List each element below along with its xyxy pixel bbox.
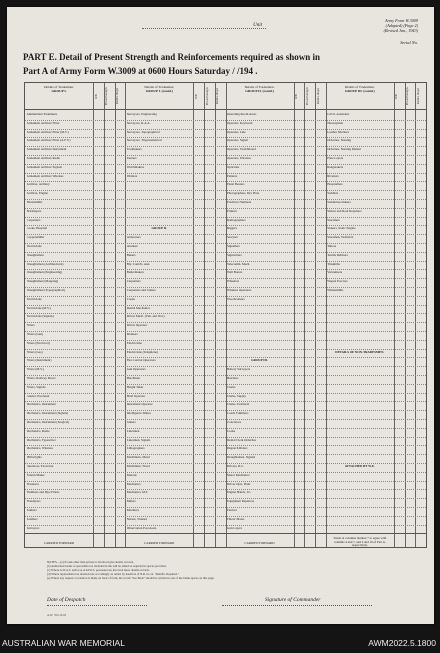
carried-forward-label: CARRIED FORWARD xyxy=(144,542,175,546)
tradesman-row: Platelayers xyxy=(26,500,41,504)
tradesman-row: Draughtsmen (Engineering) xyxy=(26,271,63,275)
tradesman-row: Turners xyxy=(126,157,137,160)
tradesman-row: Armament Artificer Wireless xyxy=(26,174,64,178)
tradesman-row: Draughtsmen xyxy=(26,253,44,257)
tradesman-row: Operator, Line xyxy=(227,130,246,134)
tradesman-row: Storemen, Technical xyxy=(327,236,354,240)
column-divider xyxy=(193,83,194,547)
tradesman-row: Operator, Switchboard xyxy=(227,148,256,152)
column-divider xyxy=(204,83,205,547)
tradesman-row: Draughtsmen (Mapping) xyxy=(26,280,59,284)
tradesman-row: Printers xyxy=(227,209,237,213)
tradesman-row: Carpenters xyxy=(26,218,41,222)
row-divider xyxy=(25,463,426,464)
row-divider xyxy=(25,437,426,438)
row-divider xyxy=(25,181,426,182)
row-divider xyxy=(25,489,426,490)
tradesman-row: Coach Trimmers xyxy=(227,412,249,416)
tradesman-row: Painters xyxy=(227,174,238,178)
strength-table xyxy=(24,82,427,548)
tradesman-row: Mechanics, Instrument xyxy=(26,403,56,407)
tradesman-row: Armament Artificer Fitter xyxy=(26,121,60,125)
tradesman-row: Surveyors, Trigonometrical xyxy=(126,139,162,143)
column-header-group-4: Details of Tradesmen. GROUP III. (contd.) xyxy=(344,85,375,93)
tradesman-row: Mechanics xyxy=(126,482,141,486)
subheader-w-e: W.E. xyxy=(94,93,98,99)
tradesman-row: Concretors xyxy=(227,421,241,424)
tradesman-row: Operating Room Assts. xyxy=(227,113,257,116)
column-divider xyxy=(115,83,116,547)
tradesman-row: Machinists, Metal xyxy=(126,456,150,460)
row-divider xyxy=(25,366,426,367)
row-divider xyxy=(25,208,426,209)
subheader-reinf-reqd: Reinfts. Reqd. xyxy=(216,87,220,105)
carried-forward-label: CARRIED FORWARD xyxy=(43,542,75,546)
tradesman-row: Pattern Maker xyxy=(26,473,45,477)
form-notes: NOTES.—(a) If rank other than private is involved give details on back. (b) Authorised trades or specialists not included in the will be added as required in spaces provided. (c) Where A.W.A.S. and/or A.A.M.W.S. personnel are involved show details on back. (d) Where replacement not desired note accordingly on return by insertion of N.R. in col. "Reinfts. Required." (e) Where any request or notation is made on back of form, the words "See Back" should be written in one of the blank spaces on this page. xyxy=(47,560,215,580)
tradesman-row: Dispatch Riders xyxy=(227,447,248,451)
subheader-reinf-reqd: Reinfts. Reqd. xyxy=(316,87,320,105)
tradesman-row: DETAILS OF NON-TRADESMEN. xyxy=(335,350,385,354)
tradesman-row: Gun Layers xyxy=(227,526,242,530)
signature-label: Signature of Commander xyxy=(265,597,321,603)
tradesman-row: Saddlers xyxy=(327,192,339,196)
tradesman-row: Motor Mechanics xyxy=(227,473,250,477)
tradesman-row: Drivers, R.C. xyxy=(227,465,244,468)
tradesman-row: Moulders xyxy=(126,509,139,512)
row-divider xyxy=(25,234,426,235)
tradesman-row: Operator, Signal xyxy=(227,139,248,143)
row-divider xyxy=(25,384,426,385)
tradesman-row: Artificer, Artillery xyxy=(26,183,50,187)
tradesman-row: Machinists, Wood xyxy=(126,465,150,468)
row-divider xyxy=(25,305,426,306)
tradesman-row: Battery Surveyors xyxy=(227,368,251,372)
row-divider xyxy=(25,190,426,191)
tradesman-row: Blacksmiths xyxy=(26,201,43,204)
tradesman-row: Farriers xyxy=(227,509,237,512)
tradesman-row: Electricians (Signals) xyxy=(26,315,54,319)
row-divider xyxy=(25,454,426,455)
tradesman-row: Plumbers and Pipe Fitters xyxy=(26,491,60,495)
column-divider xyxy=(405,83,406,547)
row-divider xyxy=(25,322,426,323)
subheader-w-e: W.E. xyxy=(395,93,399,99)
row-divider xyxy=(25,393,426,394)
tradesman-row: Joiners xyxy=(126,421,136,424)
tradesman-row: Cooks, Hospital xyxy=(26,227,48,231)
tradesman-row: Nurses, Trained xyxy=(126,517,147,521)
row-divider xyxy=(25,287,426,288)
tradesman-row: Ammunition Examiners xyxy=(26,113,58,116)
tradesman-row: Hold Operator xyxy=(126,394,146,398)
tradesman-row: Tinsmiths xyxy=(327,262,340,266)
tradesman-row: Driver Opts. Plant xyxy=(227,482,251,486)
tradesman-row: Tailors xyxy=(327,245,337,248)
column-divider xyxy=(93,83,94,547)
tradesman-row: Mechanics, M.T. xyxy=(126,491,149,495)
tradesman-row: Photographers, Dry Plate xyxy=(227,192,260,196)
subheader-posted-strength: Posted Strength xyxy=(406,87,409,105)
tradesman-row: Fitters, Railway Motor xyxy=(26,377,56,380)
tradesman-row: Carpenters and Joiners xyxy=(126,289,156,292)
footer-divider xyxy=(25,533,426,534)
row-divider xyxy=(25,146,426,147)
row-divider xyxy=(25,173,426,174)
row-divider xyxy=(25,331,426,332)
column-divider xyxy=(415,83,416,547)
tradesman-row: Wireless Operators xyxy=(227,289,252,292)
tradesman-row: Predictor Numbers xyxy=(227,201,252,204)
tradesman-row: Height Taker xyxy=(126,385,144,389)
row-divider xyxy=(25,410,426,411)
tradesman-row: Armament Artificer Signals xyxy=(26,165,62,169)
tradesman-row: Intelligence Duties xyxy=(126,412,151,416)
tradesman-row: Storemen xyxy=(327,218,340,222)
tradesman-row: Armament Artificer Fitter (M.V.) xyxy=(26,130,69,134)
row-divider xyxy=(25,278,426,279)
tradesman-row: Radiographers xyxy=(227,218,246,222)
carried-forward-label: CARRIED FORWARD xyxy=(244,542,275,546)
tradesman-row: Gun Operators xyxy=(126,368,146,372)
subheader-posted-strength: Posted Strength xyxy=(305,87,309,105)
row-divider xyxy=(25,225,426,226)
tradesman-row: Mechanics, Radio xyxy=(26,429,50,433)
row-divider xyxy=(25,313,426,314)
tradesman-row: Electricians xyxy=(126,341,142,345)
printer-code: A.W. 354 12/43 xyxy=(47,613,67,617)
form-page xyxy=(7,7,434,624)
tradesman-row: Fitters (Electrical) xyxy=(26,341,50,345)
tradesman-row: Surveyors, R.A.A. xyxy=(126,121,151,125)
tradesman-row: Surveyors, Topographical xyxy=(126,130,160,134)
tradesman-row: Lithographers xyxy=(126,447,145,451)
tradesman-row: Boilermakers xyxy=(126,271,144,275)
subheader-posted-strength: Posted Strength xyxy=(205,87,209,105)
tradesman-row: Cooks xyxy=(126,297,135,301)
tradesman-row: Linesmen, Signals xyxy=(126,438,151,442)
tradesman-row: Draughtsmen (Architectural) xyxy=(26,262,64,266)
header-divider xyxy=(25,109,426,110)
tradesman-row: Fire Control Operators xyxy=(126,359,156,363)
tradesman-row: Coppersmiths xyxy=(26,236,45,240)
tradesman-row: Surveyors xyxy=(26,526,40,530)
row-divider xyxy=(25,349,426,350)
tradesman-row: Nurserymen xyxy=(327,121,344,125)
column-header-group-2: Details of Tradesmen. GROUP I. (contd.) xyxy=(144,85,175,93)
tradesman-row: Telecomm. Mech. xyxy=(227,262,251,266)
tradesman-row: Electricians xyxy=(26,297,42,301)
row-divider xyxy=(25,375,426,376)
tradesman-row: Painters xyxy=(26,509,37,512)
tradesman-row: Saddlers xyxy=(26,517,38,521)
tradesman-row: Rivetters xyxy=(327,174,339,178)
tradesman-row: Millwrights xyxy=(26,456,42,460)
tradesman-row: Rangetakers xyxy=(327,165,344,169)
tradesman-row: Slaters and Roof Repairers xyxy=(327,209,362,213)
tradesman-row: GROUP II. xyxy=(151,227,167,231)
column-divider xyxy=(315,83,316,547)
tradesman-row: Panel Beaters xyxy=(227,183,245,187)
row-divider xyxy=(25,401,426,402)
tradesman-row: Orderlies, Nursing xyxy=(327,139,351,143)
tradesman-row: Bricklayers xyxy=(26,209,42,213)
tradesman-row: Equipment Repairers xyxy=(227,500,254,504)
tradesman-row: Plasterers xyxy=(26,482,39,486)
tradesman-row: Clerks, Technical xyxy=(227,403,250,407)
row-divider xyxy=(25,261,426,262)
tradesman-row: Engine Hands, I.C. xyxy=(227,491,252,495)
tradesman-row: Drainers xyxy=(126,333,138,336)
tradesman-row: Sawyers xyxy=(227,236,238,240)
tradesman-row: Orderlies, Nursing Mental xyxy=(327,148,361,152)
tradesman-row: Wagon Erectors xyxy=(327,280,348,284)
tradesman-row: Vulcanisers xyxy=(327,271,343,275)
tradesman-row: Stokers, Static Engine xyxy=(327,227,356,231)
tradesman-row: Plate Layers xyxy=(327,157,344,160)
tradesman-row: Draughtsmen (Topographical) xyxy=(26,289,65,292)
tradesman-row: Clerks xyxy=(227,385,236,389)
tradesman-row: Mechanics, Instrument (Surgical) xyxy=(26,421,70,424)
tradesman-row: Dental Mechanics xyxy=(126,306,150,310)
tradesman-row: Signwriters xyxy=(227,253,242,257)
tradesman-row: Masons xyxy=(126,473,137,477)
tradesman-row: Opticians xyxy=(227,165,240,169)
tradesman-row: GROUP III. xyxy=(251,359,268,363)
unit-line: Unit xyxy=(142,28,266,34)
row-divider xyxy=(25,137,426,138)
tradesman-row: Armament Artificer Fitter (A.F.V.) xyxy=(26,139,71,143)
row-divider xyxy=(25,243,426,244)
row-divider xyxy=(25,498,426,499)
tradesman-row: Electricians (Telephone) xyxy=(126,350,158,354)
subheader-posted-strength: Posted Strength xyxy=(105,87,109,105)
tradesman-row: G.P.O. Assistants xyxy=(327,113,350,116)
tradesman-row: ATTACHED BY W.E. xyxy=(344,465,375,468)
column-header-group-3: Details of Tradesmen. GROUP II. (contd.) xyxy=(244,85,275,93)
tradesman-row: Dental Clerk Orderlies xyxy=(227,438,257,442)
tradesman-row: Mechanics, Instrument (Signals) xyxy=(26,412,69,416)
row-divider xyxy=(25,120,426,121)
tradesman-row: Glazier, Precision xyxy=(26,394,50,398)
signature-line xyxy=(222,605,372,606)
tradesman-row: Observation Post Assts. xyxy=(126,526,157,530)
tradesman-row: Driver Mech. (Veh. and Ord.) xyxy=(126,315,165,319)
row-divider xyxy=(25,269,426,270)
tradesman-row: Armourers xyxy=(126,236,141,240)
tradesman-row: Butchers xyxy=(227,377,239,380)
column-divider xyxy=(215,83,216,547)
subheader-w-e: W.E. xyxy=(295,93,298,99)
tradesman-row: Woodworkers xyxy=(227,297,245,301)
tradesman-row: Mechanics, Wireless xyxy=(26,447,53,451)
tradesman-row: Electricians xyxy=(26,245,42,248)
tradesman-row: Linesmen xyxy=(126,429,140,433)
row-divider xyxy=(25,507,426,508)
tradesman-row: Welders xyxy=(126,174,138,178)
tradesman-row: Artificer, Engine xyxy=(26,192,48,196)
tradesman-row: Riggers xyxy=(227,227,237,231)
tradesman-row: Fitters xyxy=(26,324,35,328)
date-of-despatch-label: Date of Despatch xyxy=(47,597,86,603)
tradesman-row: Fitters (Gun) xyxy=(26,333,44,336)
tradesman-row: Fitters' Mates xyxy=(227,517,245,521)
column-divider xyxy=(304,83,305,547)
tradesman-row: Wheelers xyxy=(227,280,240,284)
row-divider xyxy=(25,252,426,253)
subheader-reinf-reqd: Reinfts. Reqd. xyxy=(116,87,119,105)
tradesman-row: Hospitallers xyxy=(327,183,343,187)
tradesman-row: Carpenters xyxy=(126,280,141,284)
totals-note: Totals of columns marked * to agree with columns 4 and 7, and 2 and 10 of Part A. respectively. xyxy=(333,537,387,548)
tradesman-row: Surveyors, Engineering xyxy=(126,113,157,116)
subheader-w-e: W.E. xyxy=(194,93,198,99)
tradesman-row: Whitesmiths xyxy=(327,289,344,292)
tradesman-row: Driver Operator xyxy=(126,324,148,328)
row-divider xyxy=(25,340,426,341)
tradesman-row: Wall Borers xyxy=(227,271,243,275)
subheader-reinf-reqd: Reinfts. Reqd. xyxy=(416,87,420,105)
tradesman-row: Watchmakers xyxy=(126,165,145,169)
tradesman-row: Clerks, Supply xyxy=(227,394,246,398)
row-divider xyxy=(25,155,426,156)
column-divider xyxy=(394,83,395,547)
form-title: PART E. Detail of Present Strength and Reinforcements required as shown in Part A of Army Form W.3009 at 0600 Hours Saturday / /194 . xyxy=(23,52,321,76)
tradesman-row: Operator, Wireless xyxy=(227,157,251,160)
form-reference: Army Form W.3009 (Adapted) (Page 2) (Revised Jan., 1943) xyxy=(383,18,418,33)
row-divider xyxy=(25,217,426,218)
tradesman-row: Leather Stitchers xyxy=(327,130,349,134)
tradesman-row: Fitters, Signals xyxy=(26,385,46,389)
tradesman-row: Operators, Excavator xyxy=(26,465,54,468)
column-header-group-1: Details of Tradesmen. GROUP I. xyxy=(44,85,74,93)
tradesman-row: Electricians (M.V.) xyxy=(26,306,51,310)
tradesman-row: Bty. Comd's. Asst. xyxy=(126,262,151,266)
tradesman-row: Avenues xyxy=(126,245,138,248)
row-divider xyxy=(25,296,426,297)
tradesman-row: Textile Refitters xyxy=(327,253,348,257)
row-divider xyxy=(25,357,426,358)
tradesman-row: Operator, Keyboard xyxy=(227,121,253,125)
tradesman-row: Saddletree makers xyxy=(327,201,351,204)
tradesman-row: Mechanics, Typewriter xyxy=(26,438,56,442)
tradesman-row: Fitters (Gas) xyxy=(26,350,43,354)
row-divider xyxy=(25,164,426,165)
tradesman-row: Armament Artificer Instrument xyxy=(26,148,67,152)
tradesman-row: Fitters (Instrument) xyxy=(26,359,52,363)
row-divider xyxy=(25,525,426,526)
column-divider xyxy=(294,83,295,547)
row-divider xyxy=(25,516,426,517)
row-divider xyxy=(25,199,426,200)
tradesman-row: Cooks xyxy=(227,429,236,433)
row-divider xyxy=(25,419,426,420)
row-divider xyxy=(25,129,426,130)
tradesman-row: Fitters (M.V.) xyxy=(26,368,44,372)
column-divider xyxy=(104,83,105,547)
tradesman-row: Miners xyxy=(126,500,136,504)
tradesman-row: Draughtsmen, Signals xyxy=(227,456,256,460)
serial-number: Serial No. xyxy=(400,40,418,45)
tradesman-row: Toolmakers xyxy=(126,148,142,152)
row-divider xyxy=(25,472,426,473)
tradesman-row: Signallers xyxy=(227,245,240,248)
row-divider xyxy=(25,428,426,429)
tradesman-row: Armament Artificer Radio xyxy=(26,157,61,160)
tradesman-row: Instrument Operator xyxy=(126,403,153,407)
institution-credit: AUSTRALIAN WAR MEMORIAL xyxy=(2,638,125,648)
row-divider xyxy=(25,481,426,482)
date-of-despatch-line xyxy=(47,605,147,606)
tradesman-row: Bakers xyxy=(126,253,136,257)
row-divider xyxy=(25,445,426,446)
tradesman-row: Hatchmen xyxy=(126,377,140,380)
accession-number: AWM2022.5.1800 xyxy=(368,638,436,648)
